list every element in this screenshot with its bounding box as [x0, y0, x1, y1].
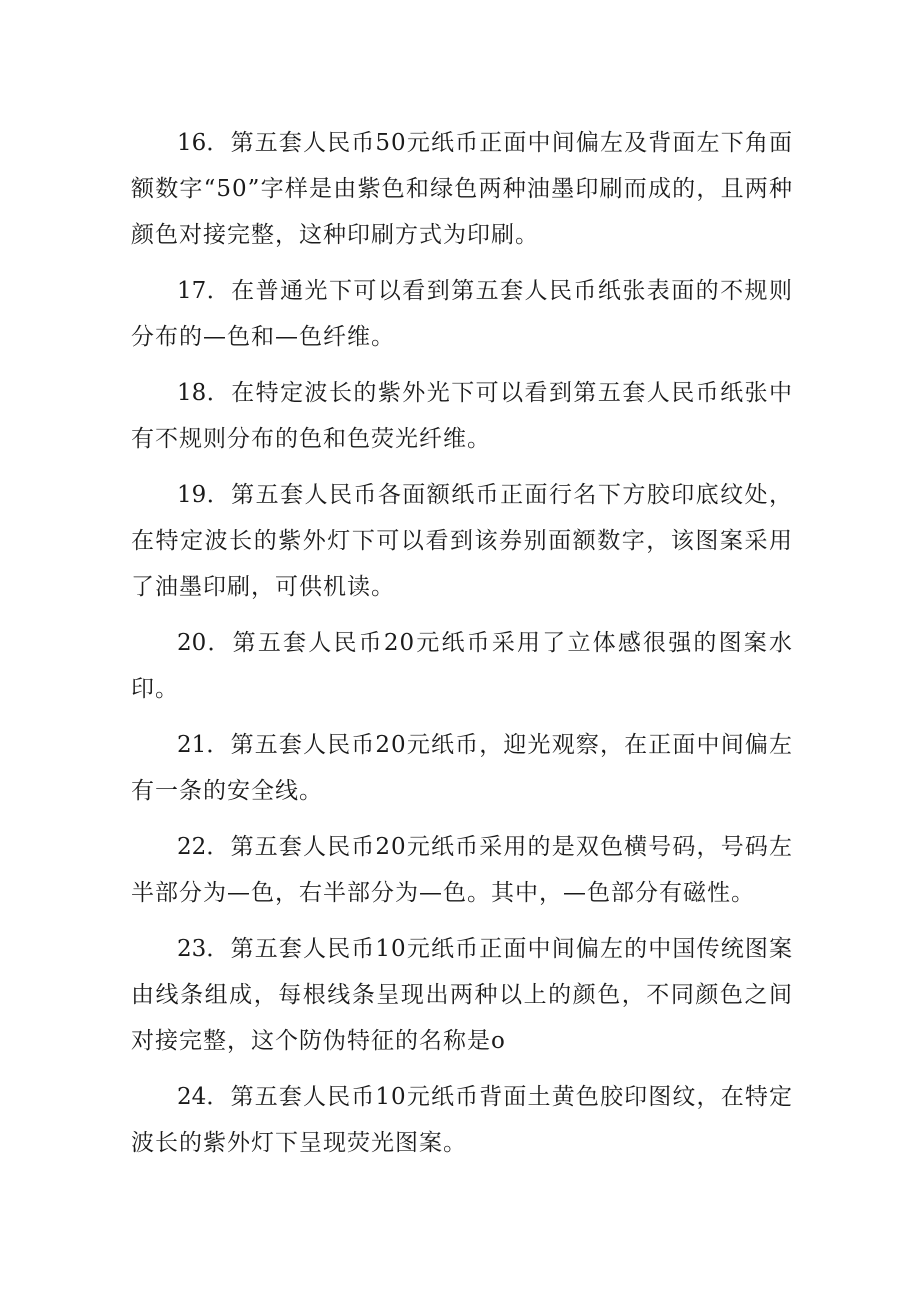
question-text: ．第五套人民币10元纸币背面土黄色胶印图纹，在特定波长的紫外灯下呈现荧光图案。 [131, 1084, 793, 1156]
question-text: ．在特定波长的紫外光下可以看到第五套人民币纸张中有不规则分布的色和色荧光纤维。 [131, 380, 793, 452]
question-19 [131, 472, 793, 610]
question-number: 22 [177, 834, 207, 860]
question-number: 19 [177, 482, 207, 508]
question-text: ．第五套人民币20元纸币采用的是双色横号码，号码左半部分为—色，右半部分为—色。其中，—色部分有磁性。 [131, 834, 793, 906]
question-22 [131, 824, 793, 916]
question-number: 17 [177, 278, 207, 304]
question-17 [131, 268, 793, 360]
question-21 [131, 722, 793, 814]
question-text: ．第五套人民币各面额纸币正面行名下方胶印底纹处，在特定波长的紫外灯下可以看到该券别面额数字，该图案采用了油墨印刷，可供机读。 [131, 482, 793, 600]
question-number: 24 [177, 1084, 207, 1110]
question-number: 20 [177, 630, 207, 656]
question-number: 21 [177, 732, 207, 758]
question-20 [131, 620, 793, 712]
question-number: 18 [177, 380, 207, 406]
question-text: ．第五套人民币20元纸币采用了立体感很强的图案水印。 [131, 630, 793, 702]
question-list [131, 120, 793, 1176]
question-23 [131, 926, 793, 1064]
question-16 [131, 120, 793, 258]
question-number: 23 [177, 936, 207, 962]
question-text: ．在普通光下可以看到第五套人民币纸张表面的不规则分布的—色和—色纤维。 [131, 278, 793, 350]
question-text: ．第五套人民币10元纸币正面中间偏左的中国传统图案由线条组成，每根线条呈现出两种以上的颜色，不同颜色之间对接完整，这个防伪特征的名称是o [131, 936, 793, 1054]
question-text: ．第五套人民币50元纸币正面中间偏左及背面左下角面额数字“50”字样是由紫色和绿色两种油墨印刷而成的，且两种颜色对接完整，这种印刷方式为印刷。 [131, 130, 793, 248]
question-number: 16 [177, 130, 207, 156]
question-24 [131, 1074, 793, 1166]
question-text: ．第五套人民币20元纸币，迎光观察，在正面中间偏左有一条的安全线。 [131, 732, 793, 804]
question-18 [131, 370, 793, 462]
